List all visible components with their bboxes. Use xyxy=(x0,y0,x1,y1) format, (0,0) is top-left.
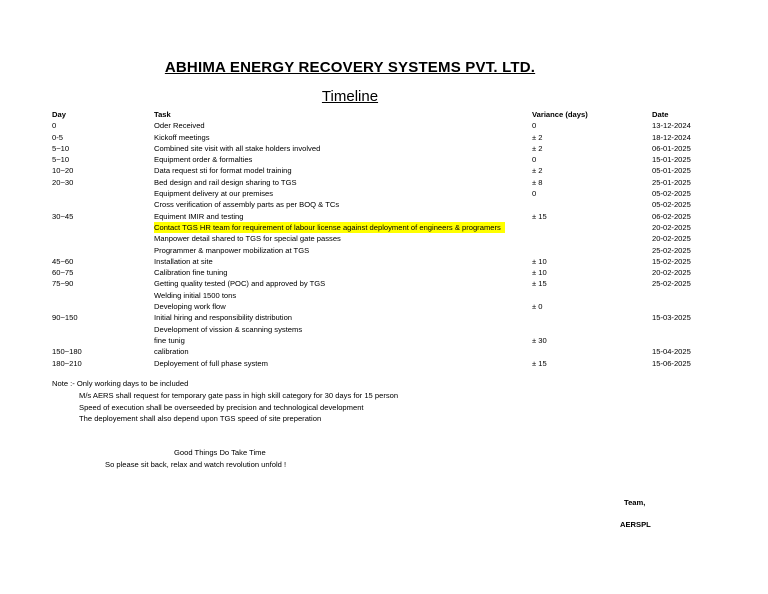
table-row xyxy=(0,154,768,165)
cell-date: 20-02-2025 xyxy=(652,234,691,244)
table-body xyxy=(0,120,768,369)
cell-variance: ± 15 xyxy=(532,211,547,221)
cell-day: 30~45 xyxy=(52,211,74,221)
table-row xyxy=(0,267,768,278)
page-title: Timeline xyxy=(321,88,379,105)
company-title: ABHIMA ENERGY RECOVERY SYSTEMS PVT. LTD. xyxy=(164,59,536,76)
cell-task: calibration xyxy=(154,347,189,357)
cell-task: Developing work flow xyxy=(154,302,226,312)
cell-task: Combined site visit with all stake holders involved xyxy=(154,143,321,153)
cell-variance: 0 xyxy=(532,155,537,165)
cell-task: Initial hiring and responsibility distribution xyxy=(154,313,293,323)
table-row xyxy=(0,278,768,289)
cell-variance: ± 8 xyxy=(532,177,543,187)
cell-date: 20-02-2025 xyxy=(652,268,691,278)
cell-date: 15-01-2025 xyxy=(652,155,691,165)
cell-date: 05-02-2025 xyxy=(652,200,691,210)
cell-date: 25-02-2025 xyxy=(652,279,691,289)
cell-task: Equipment order & formalties xyxy=(154,155,253,165)
closing-line: Good Things Do Take Time xyxy=(174,448,266,457)
cell-variance: ± 2 xyxy=(532,132,543,142)
table-row xyxy=(0,358,768,369)
column-header-task: Task xyxy=(154,110,171,119)
table-row xyxy=(0,188,768,199)
table-row xyxy=(0,233,768,244)
cell-task: Data request sti for format model training xyxy=(154,166,292,176)
cell-task: Development of vission & scanning systems xyxy=(154,324,303,334)
cell-task: Installation at site xyxy=(154,256,213,266)
cell-day: 20~30 xyxy=(52,177,74,187)
cell-date: 15-03-2025 xyxy=(652,313,691,323)
cell-task: Equipment delivery at our premises xyxy=(154,189,274,199)
cell-date: 05-02-2025 xyxy=(652,189,691,199)
table-row xyxy=(0,211,768,222)
note-line: The deployement shall also depend upon TGS speed of site preperation xyxy=(79,414,322,423)
table-row xyxy=(0,256,768,267)
table-row xyxy=(0,199,768,210)
cell-variance: ± 10 xyxy=(532,256,547,266)
cell-task: Getting quality tested (POC) and approved by TGS xyxy=(154,279,326,289)
cell-day: 0 xyxy=(52,121,57,131)
timeline-table xyxy=(0,109,768,369)
cell-date: 18-12-2024 xyxy=(652,132,691,142)
cell-date: 15-02-2025 xyxy=(652,256,691,266)
cell-date: 20-02-2025 xyxy=(652,222,691,232)
table-row xyxy=(0,290,768,301)
column-header-variance: Variance (days) xyxy=(532,110,588,119)
cell-day: 75~90 xyxy=(52,279,74,289)
cell-date: 05-01-2025 xyxy=(652,166,691,176)
cell-task: Bed design and rail design sharing to TGS xyxy=(154,177,297,187)
column-header-date: Date xyxy=(652,110,669,119)
table-row xyxy=(0,335,768,346)
table-header-row xyxy=(0,109,768,120)
cell-task: Oder Received xyxy=(154,121,205,131)
note-line: Note :- Only working days to be included xyxy=(52,379,189,388)
table-row xyxy=(0,165,768,176)
table-row xyxy=(0,245,768,256)
cell-task: Programmer & manpower mobilization at TGS xyxy=(154,245,310,255)
note-line: M/s AERS shall request for temporary gate pass in high skill category for 30 days for 15 person xyxy=(79,391,399,400)
table-row xyxy=(0,346,768,357)
cell-day: 150~180 xyxy=(52,347,82,357)
closing-line: So please sit back, relax and watch revolution unfold ! xyxy=(105,460,287,469)
table-row xyxy=(0,222,768,233)
signature-team: Team, xyxy=(624,498,646,507)
cell-task: Deployement of full phase system xyxy=(154,358,268,368)
table-row xyxy=(0,143,768,154)
cell-variance: ± 10 xyxy=(532,268,547,278)
cell-date: 15-04-2025 xyxy=(652,347,691,357)
table-row xyxy=(0,177,768,188)
cell-day: 90~150 xyxy=(52,313,78,323)
table-row xyxy=(0,324,768,335)
cell-task: Cross verification of assembly parts as per BOQ & TCs xyxy=(154,200,340,210)
table-row xyxy=(0,301,768,312)
cell-task: Equiment IMIR and testing xyxy=(154,211,244,221)
cell-variance: ± 15 xyxy=(532,279,547,289)
cell-day: 10~20 xyxy=(52,166,74,176)
cell-date: 25-02-2025 xyxy=(652,245,691,255)
cell-day: 180~210 xyxy=(52,358,82,368)
table-row xyxy=(0,132,768,143)
cell-date: 06-01-2025 xyxy=(652,143,691,153)
signature-org: AERSPL xyxy=(620,520,651,529)
cell-variance: ± 0 xyxy=(532,302,543,312)
note-line: Speed of execution shall be overseeded by precision and technological development xyxy=(79,403,364,412)
cell-task: Calibration fine tuning xyxy=(154,268,228,278)
cell-variance: 0 xyxy=(532,189,537,199)
cell-task: Kickoff meetings xyxy=(154,132,210,142)
column-header-day: Day xyxy=(52,110,66,119)
table-row xyxy=(0,120,768,131)
cell-date: 15-06-2025 xyxy=(652,358,691,368)
cell-day: 5~10 xyxy=(52,143,70,153)
cell-task: fine tunig xyxy=(154,335,185,345)
cell-day: 45~60 xyxy=(52,256,74,266)
table-row xyxy=(0,312,768,323)
cell-day: 5~10 xyxy=(52,155,70,165)
cell-variance: ± 15 xyxy=(532,358,547,368)
cell-day: 60~75 xyxy=(52,268,74,278)
cell-date: 06-02-2025 xyxy=(652,211,691,221)
cell-date: 25-01-2025 xyxy=(652,177,691,187)
cell-variance: 0 xyxy=(532,121,537,131)
cell-task: Contact TGS HR team for requirement of labour license against deployment of engineers & programers xyxy=(154,222,505,233)
cell-task: Welding initial 1500 tons xyxy=(154,290,237,300)
cell-task: Manpower detail shared to TGS for special gate passes xyxy=(154,234,341,244)
cell-day: 0-5 xyxy=(52,132,63,142)
cell-date: 13-12-2024 xyxy=(652,121,691,131)
cell-variance: ± 30 xyxy=(532,335,547,345)
cell-variance: ± 2 xyxy=(532,166,543,176)
cell-variance: ± 2 xyxy=(532,143,543,153)
